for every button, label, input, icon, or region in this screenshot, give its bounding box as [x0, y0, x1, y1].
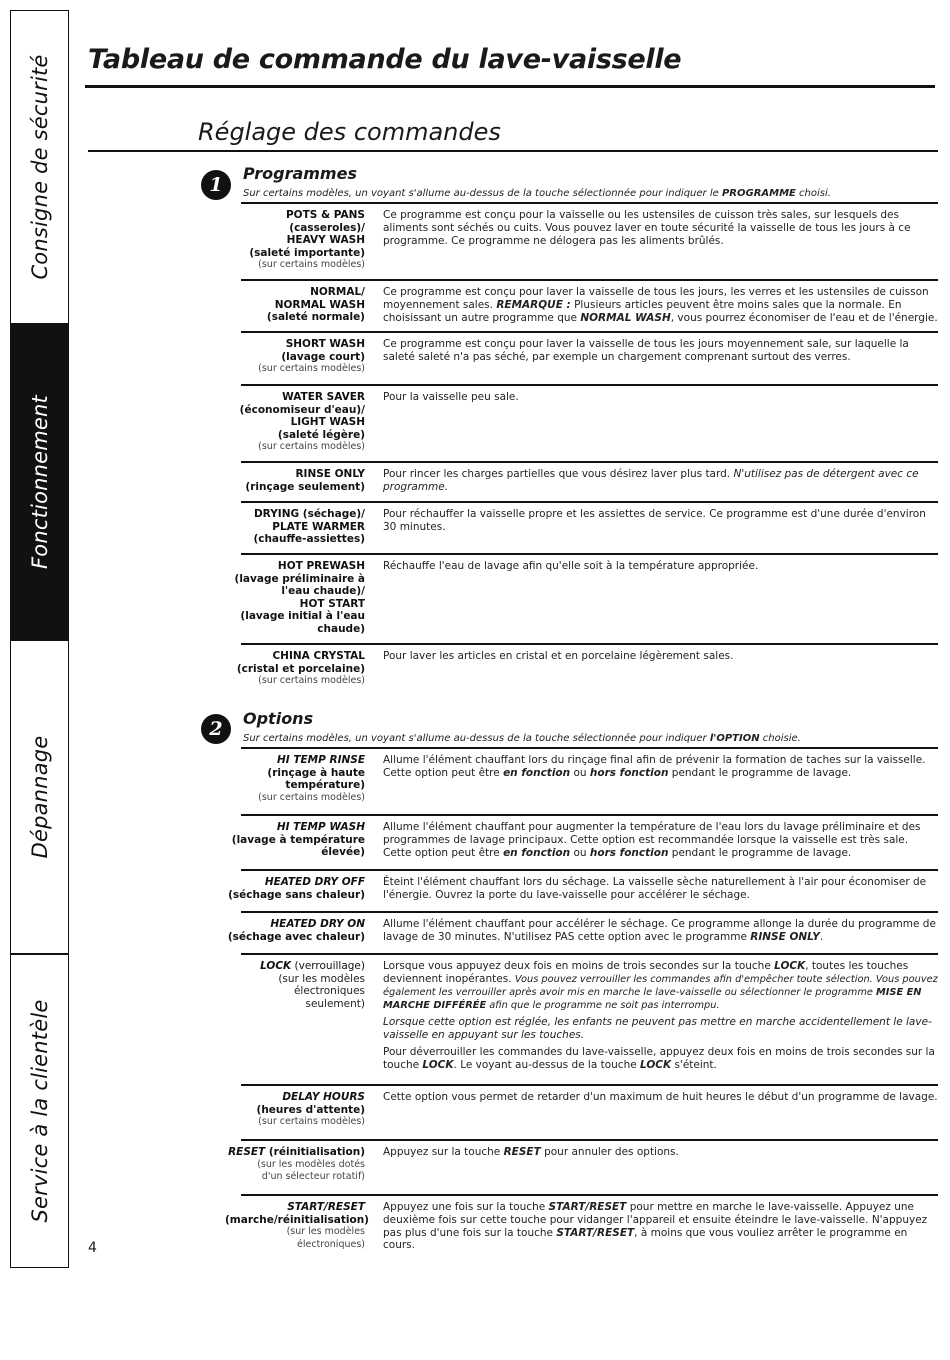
title-divider: [85, 85, 935, 88]
table-row: [241, 503, 938, 555]
cycle-description: Réchauffe l'eau de lavage afin qu'elle soit à la température appropriée.: [383, 560, 759, 572]
cycle-label: DRYING (séchage)/ PLATE WARMER (chauffe-assiettes): [253, 508, 365, 546]
step-2-badge: 2: [201, 714, 231, 744]
section-divider: [88, 150, 938, 152]
side-tab-operation[interactable]: [10, 324, 69, 640]
option-description: Allume l'élément chauffant pour augmenter la température de l'eau lors du lavage préliminaire et des programmes de lavage principaux. Cette option est recommandée lorsque la vaisselle est très sale. Cette option peut être en fonction ou hors fonction pendant le programme de lavage.: [383, 821, 921, 859]
step-1-badge: 1: [201, 170, 231, 200]
table-row: [228, 1141, 938, 1196]
side-tab-troubleshooting[interactable]: [10, 640, 69, 954]
option-description: Allume l'élément chauffant lors du rinçage final afin de prévenir la formation de taches sur la vaisselle. Cette option peut être en fonction ou hors fonction pendant le programme de lavage.: [383, 754, 926, 779]
option-description: Allume l'élément chauffant pour accélérer le séchage. Ce programme allonge la durée du programme de lavage de 30 minutes. N'utilisez PAS cette option avec le programme RINSE ONLY.: [383, 918, 936, 943]
cycle-label: RINSE ONLY (rinçage seulement): [245, 468, 365, 493]
table-row: [225, 1196, 938, 1262]
option-description: Appuyez sur la touche RESET pour annuler des options.: [383, 1146, 679, 1158]
cycle-description: Ce programme est conçu pour la vaisselle ou les ustensiles de cuisson très sales, sur lesquels des aliments sont séchés ou cuits. Vous pouvez laver en toute sécurité la vaisselle de tous les jours à ce programme. Ce programme ne délogera pas les aliments brûlés.: [383, 209, 911, 247]
table-row: [241, 204, 938, 281]
table-row: [241, 463, 938, 503]
cycle-label: SHORT WASH (lavage court) (sur certains modèles): [258, 338, 365, 375]
option-label: RESET (réinitialisation) (sur les modèles dotés d'un sélecteur rotatif): [228, 1146, 365, 1183]
cycle-label: NORMAL/ NORMAL WASH (saleté normale): [266, 286, 365, 324]
side-tab-label: Service à la clientèle: [27, 999, 52, 1223]
option-label: HI TEMP WASH (lavage à température élevée): [231, 821, 365, 859]
table-row: [236, 645, 938, 696]
table-row: [241, 333, 938, 386]
page-number: 4: [88, 1240, 97, 1256]
programmes-intro: Sur certains modèles, un voyant s'allume au-dessus de la touche sélectionnée pour indiquer le PROGRAMME choisi.: [243, 188, 831, 199]
side-tab-label: Consigne de sécurité: [27, 54, 52, 280]
section-title: Réglage des commandes: [198, 118, 501, 146]
cycle-description: Ce programme est conçu pour laver la vaisselle de tous les jours, les verres et les ustensiles de cuisson moyennement sales. REMARQUE : Plusieurs articles peuvent être moins sales que la normale. En choisissant un autre programme que NORMAL WASH, vous pourrez économiser de l'eau et de l'énergie.: [383, 286, 938, 324]
programmes-title: Programmes: [243, 164, 357, 183]
side-tab-label: Dépannage: [27, 735, 52, 859]
option-label: START/RESET (marche/réinitialisation) (sur les modèles électroniques): [225, 1201, 369, 1250]
option-label: HEATED DRY ON (séchage avec chaleur): [227, 918, 365, 943]
side-navigation: [10, 10, 69, 1266]
table-row: [241, 281, 938, 333]
options-intro: Sur certains modèles, un voyant s'allume au-dessus de la touche sélectionnée pour indiquer l'OPTION choisie.: [243, 733, 801, 744]
cycle-description: Ce programme est conçu pour laver la vaisselle de tous les jours moyennement sale, sur laquelle la saleté saleté n'a pas séché, par exemple un chargement comprenant surtout des verres.: [383, 338, 909, 363]
option-label: HI TEMP RINSE (rinçage à haute température) (sur certains modèles): [258, 754, 365, 803]
option-description: Éteint l'élément chauffant lors du séchage. La vaisselle sèche naturellement à l'air pour économiser de l'énergie. Ouvrez la porte du lave-vaisselle pour accélérer le séchage.: [383, 876, 927, 901]
table-row: [241, 1086, 938, 1141]
cycle-label: CHINA CRYSTAL (cristal et porcelaine) (sur certains modèles): [236, 650, 365, 687]
option-label: HEATED DRY OFF (séchage sans chaleur): [228, 876, 365, 901]
cycle-description: Pour rincer les charges partielles que vous désirez laver plus tard. N'utilisez pas de détergent avec ce programme.: [383, 468, 919, 493]
options-title: Options: [243, 709, 314, 728]
table-row: [227, 913, 938, 955]
option-description: Appuyez une fois sur la touche START/RESET pour mettre en marche le lave-vaisselle. Appuyez une deuxième fois sur cette touche pour vidanger l'appareil et ensuite éteindre le lave-vaisselle. N'appuyez pas plus d'une fois sur la touche START/RESET, à moins que vous vouliez arrêter le programme en cours.: [383, 1201, 928, 1252]
option-label: DELAY HOURS (heures d'attente) (sur certains modèles): [256, 1091, 365, 1128]
table-row: [234, 555, 938, 645]
side-tab-label: Fonctionnement: [27, 395, 52, 569]
cycle-description: Pour réchauffer la vaisselle propre et les assiettes de service. Ce programme est d'une durée d'environ 30 minutes.: [383, 508, 926, 533]
page-title: Tableau de commande du lave-vaisselle: [88, 44, 682, 75]
table-row: [231, 816, 938, 871]
cycle-description: Pour la vaisselle peu sale.: [383, 391, 519, 403]
option-description: Cette option vous permet de retarder d'un maximum de huit heures le début d'un programme de lavage.: [383, 1091, 938, 1103]
table-row: [241, 955, 938, 1086]
option-label: LOCK (verrouillage) (sur les modèles électroniques seulement): [260, 960, 365, 1010]
cycle-label: WATER SAVER (économiseur d'eau)/ LIGHT WASH (saleté légère) (sur certains modèles): [239, 391, 365, 453]
option-description: Lorsque vous appuyez deux fois en moins de trois secondes sur la touche LOCK, toutes les touches deviennent inopérantes. Vous pouvez verrouiller les commandes afin d'empêcher toute sélection. Vous pouvez également les verrouiller après avoir mis en marche le lave-vaisselle ou sélectionner le programme MISE EN MARCHE DIFFÉRÉE afin que le programme ne soit pas interrompu. Lorsque cette option est réglée, les enfants ne peuvent pas mettre en marche accidentellement le lave-vaisselle en appuyant sur les touches. Pour déverrouiller les commandes du lave-vaisselle, appuyez deux fois en moins de trois secondes sur la touche LOCK. Le voyant au-dessus de la touche LOCK s'éteint.: [383, 960, 938, 1071]
table-row: [228, 871, 938, 913]
cycle-description: Pour laver les articles en cristal et en porcelaine légèrement sales.: [383, 650, 734, 662]
table-row: [241, 749, 938, 816]
side-tab-customer-service[interactable]: [10, 954, 69, 1268]
side-tab-safety[interactable]: [10, 10, 69, 324]
table-row: [241, 386, 938, 463]
cycle-label: POTS & PANS (casseroles)/ HEAVY WASH (saleté importante) (sur certains modèles): [249, 209, 365, 271]
cycle-label: HOT PREWASH (lavage préliminaire à l'eau chaude)/ HOT START (lavage initial à l'eau chaude): [234, 560, 365, 635]
